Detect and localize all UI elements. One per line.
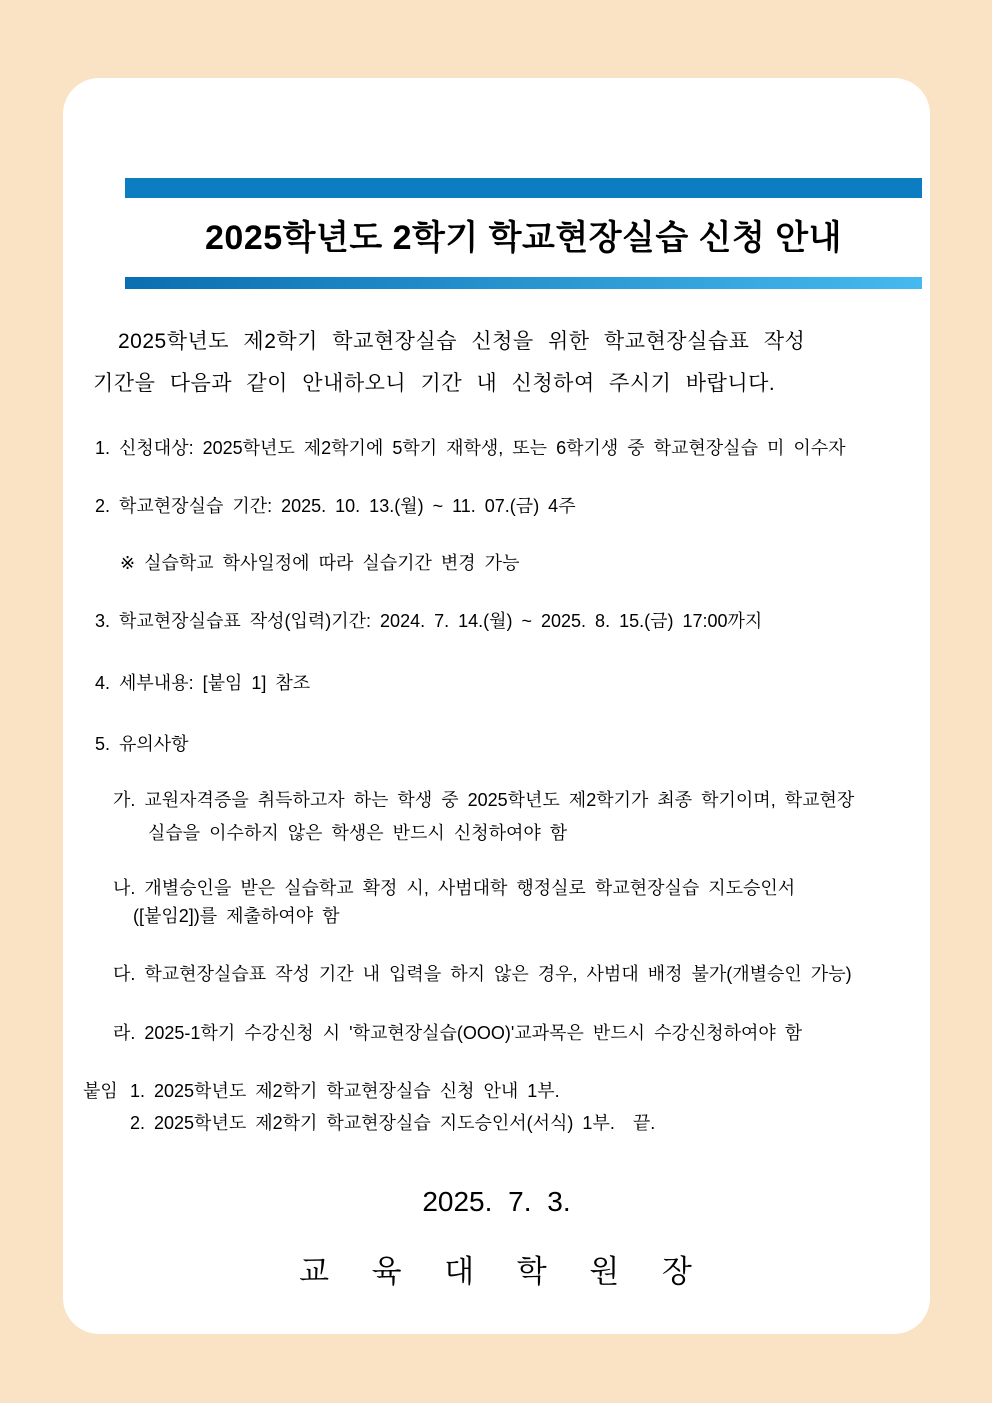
caution-da: 다. 학교현장실습표 작성 기간 내 입력을 하지 않은 경우, 사범대 배정 불가(개별승인 가능) [113,964,852,984]
intro-paragraph-line-1: 2025학년도 제2학기 학교현장실습 신청을 위한 학교현장실습표 작성 [118,330,806,353]
item-3-entry-period: 3. 학교현장실습표 작성(입력)기간: 2024. 7. 14.(월) ~ 2025. 8. 15.(금) 17:00까지 [95,611,763,631]
item-2-note: ※ 실습학교 학사일정에 따라 실습기간 변경 가능 [120,553,520,573]
attachments-label: 붙임 [83,1081,118,1101]
item-4-details: 4. 세부내용: [붙임 1] 참조 [95,673,311,693]
caution-ra: 라. 2025-1학기 수강신청 시 '학교현장실습(OOO)'교과목은 반드시 수강신청하여야 함 [113,1023,803,1043]
attachment-2: 2. 2025학년도 제2학기 학교현장실습 지도승인서(서식) 1부. 끝. [130,1113,656,1133]
item-1-applicants: 1. 신청대상: 2025학년도 제2학기에 5학기 재학생, 또는 6학기생 중 학교현장실습 미 이수자 [95,438,846,458]
caution-ga-line-2: 실습을 이수하지 않은 학생은 반드시 신청하여야 함 [148,823,568,843]
notice-document-card [63,78,930,1334]
document-date: 2025. 7. 3. [422,1186,571,1217]
attachment-1: 1. 2025학년도 제2학기 학교현장실습 신청 안내 1부. [130,1081,560,1101]
caution-ga-line-1: 가. 교원자격증을 취득하고자 하는 학생 중 2025학년도 제2학기가 최종 학기이며, 학교현장 [113,790,855,810]
signer-title: 교 육 대 학 원 장 [299,1254,694,1289]
title-top-bar [125,178,922,198]
item-2-practice-period: 2. 학교현장실습 기간: 2025. 10. 13.(월) ~ 11. 07.(금) 4주 [95,496,576,516]
intro-paragraph-line-2: 기간을 다음과 같이 안내하오니 기간 내 신청하여 주시기 바랍니다. [93,372,776,395]
caution-na-line-1: 나. 개별승인을 받은 실습학교 확정 시, 사범대학 행정실로 학교현장실습 지도승인서 [113,878,796,898]
document-title: 2025학년도 2학기 학교현장실습 신청 안내 [205,219,842,257]
item-5-cautions-heading: 5. 유의사항 [95,734,189,754]
title-gradient-bar [125,277,922,289]
caution-na-line-2: ([붙임2])를 제출하여야 함 [133,906,340,926]
